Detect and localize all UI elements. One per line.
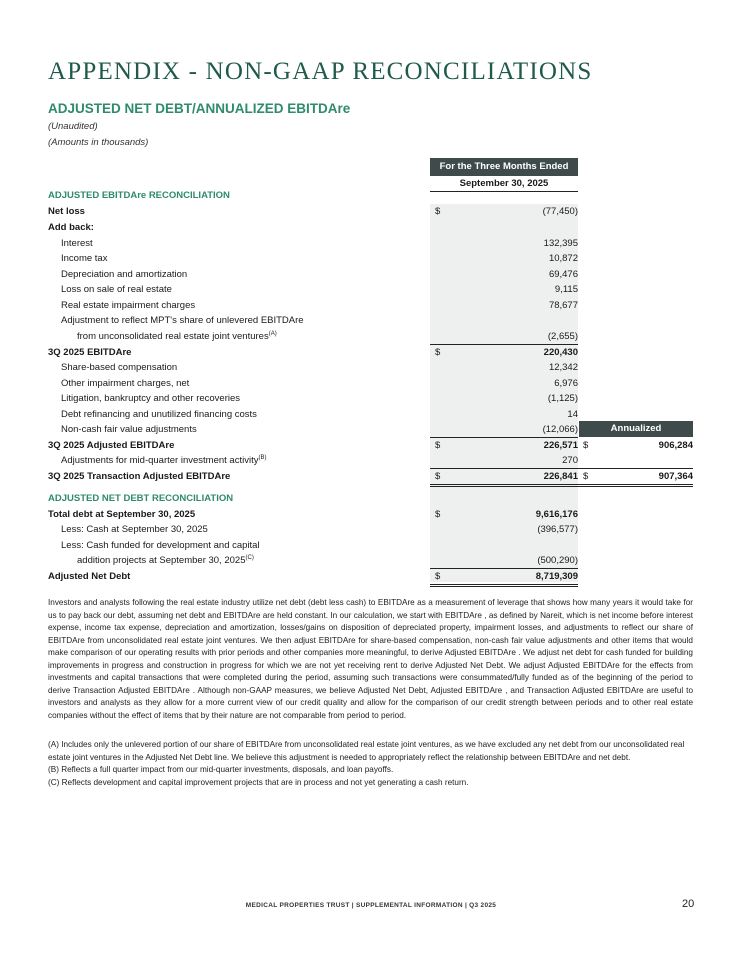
table-row: Adjustment to reflect MPT's share of unlevered EBITDAre (61, 315, 304, 326)
footnote-b: (B) Reflects a full quarter impact from our mid-quarter investments, disposals, and loan payoffs. (48, 765, 394, 774)
table-row: 3Q 2025 Adjusted EBITDAre $ 226,571 $ 906,284 (48, 440, 693, 451)
footnote-a: (A) Includes only the unlevered portion of our share of EBITDAre from unconsolidated real estate joint ventures, as we have excluded any net debt from our unconsolidated real estate joint ventures in the Adjusted Net Debt line. We believe this adjustment is needed to appropriately reflect the relationship between EBITDAre and net debt. (48, 740, 685, 762)
ebitda-section-heading: ADJUSTED EBITDAre RECONCILIATION (48, 190, 230, 201)
table-row: 3Q 2025 Transaction Adjusted EBITDAre $ 226,841 $ 907,364 (48, 471, 693, 482)
table-row: 3Q 2025 EBITDAre $ 220,430 (48, 347, 578, 358)
unaudited-note: (Unaudited) (48, 121, 98, 132)
table-row: Adjusted Net Debt $ 8,719,309 (48, 571, 578, 582)
table-row: Real estate impairment charges 78,677 (61, 300, 578, 311)
period-date: September 30, 2025 (430, 177, 578, 192)
table-row: Non-cash fair value adjustments (12,066) (61, 424, 578, 435)
table-row: from unconsolidated real estate joint ventures$^{(A)}$ (2,655) (77, 330, 578, 342)
table-row: Net loss $ (77,450) (48, 206, 578, 217)
table-row: Litigation, bankruptcy and other recoveries (1,125) (61, 393, 578, 404)
table-row: Less: Cash funded for development and capital (61, 540, 260, 551)
footnote-c: (C) Reflects development and capital improvement projects that are in process and not yet generating a cash return. (48, 778, 469, 787)
amounts-note: (Amounts in thousands) (48, 137, 149, 148)
table-row: Less: Cash at September 30, 2025 (396,577) (61, 524, 578, 535)
explanation-paragraph: Investors and analysts following the real estate industry utilize net debt (debt less cash) to EBITDAre as a measurement of leverage that shows how many years it would take for us to pay back our debt, assuming net debt and EBITDAre are held constant. In our calculation, we start with EBITDAre , as defined by Nareit, which is net income before interest expense, income tax expense, depreciation and amortization, losses/gains on disposition of depreciated property, impairment losses, and adjustments to reflect our share of EBITDAre from unconsolidated real estate joint ventures. We then adjust EBITDAre for share-based compensation, non-cash fair value adjustments and other items that would make comparison of our operating results with prior periods and other companies more meaningful, to derive Adjusted EBITDAre . We adjust net debt for cash funded for building improvements in progress and construction in progress for which we are not yet receiving rent to derive Adjusted Net Debt. We adjust Adjusted EBITDAre for the effects from investments and capital transactions that were completed during the period, assuming such transactions were consummated/fully funded as of the beginning of the period to derive Transaction Adjusted EBITDAre . Although non-GAAP measures, we believe Adjusted Net Debt, Adjusted EBITDAre , and Transaction Adjusted EBITDAre are useful to investors and analysts as they allow for a more current view of our credit quality and allow for the comparison of our credit strength between periods and to other real estate companies without the effect of items that by their nature are not comparable from period to period. (48, 598, 693, 720)
table-row: Loss on sale of real estate 9,115 (61, 284, 578, 295)
table-row: Share-based compensation 12,342 (61, 362, 578, 373)
table-row: Total debt at September 30, 2025 $ 9,616,176 (48, 509, 578, 520)
period-header: For the Three Months Ended (430, 158, 578, 176)
page-number: 20 (682, 898, 695, 910)
table-row: addition projects at September 30, $2025^{(C)}$ (500,290) (77, 554, 578, 566)
footer-text: MEDICAL PROPERTIES TRUST | SUPPLEMENTAL INFORMATION | Q3 2025 (245, 902, 497, 909)
debt-section-heading: ADJUSTED NET DEBT RECONCILIATION (48, 493, 234, 504)
page-title: APPENDIX - NON-GAAP RECONCILIATIONS (48, 58, 593, 85)
table-row: Interest 132,395 (61, 238, 578, 249)
table-row: Adjustments for mid-quarter investment activity$^{(B)}$ 270 (61, 454, 578, 466)
table-row: Income tax 10,872 (61, 253, 578, 264)
table-row: Add back: (48, 222, 94, 233)
annualized-header: Annualized (579, 421, 693, 437)
table-row: Depreciation and amortization 69,476 (61, 269, 578, 280)
section-title: ADJUSTED NET DEBT/ANNUALIZED EBITDAre (48, 101, 351, 116)
table-row: Debt refinancing and unutilized financing costs 14 (61, 409, 578, 420)
table-row: Other impairment charges, net 6,976 (61, 378, 578, 389)
